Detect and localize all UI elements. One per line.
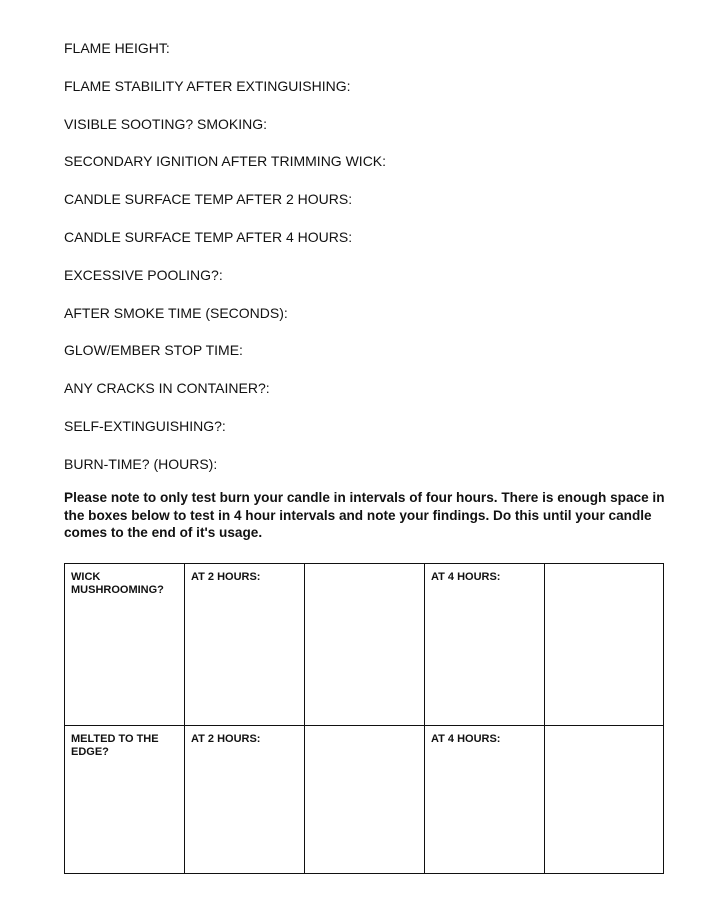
entry-box-4-hours[interactable] [545, 564, 664, 726]
instruction-note: Please note to only test burn your candle in intervals of four hours. There is enough space in the boxes below to test in 4 hour intervals and note your findings. Do this until your candle comes to the end of it's usage. [64, 490, 665, 540]
test-fields-list [64, 40, 386, 494]
label-at-2-hours: AT 2 HOURS: [185, 726, 305, 874]
field-container-cracks: ANY CRACKS IN CONTAINER?: [64, 380, 270, 397]
field-surface-temp-2h: CANDLE SURFACE TEMP AFTER 2 HOURS: [64, 191, 353, 208]
field-self-extinguishing: SELF-EXTINGUISHING?: [64, 417, 226, 434]
entry-box-2-hours[interactable] [305, 564, 425, 726]
table-row [65, 726, 664, 874]
row-label-wick-mushrooming: WICK MUSHROOMING? [65, 564, 185, 726]
field-excessive-pooling: EXCESSIVE POOLING?: [64, 266, 223, 283]
row-label-melted-to-edge: MELTED TO THE EDGE? [65, 726, 185, 874]
field-secondary-ignition: SECONDARY IGNITION AFTER TRIMMING WICK: [64, 153, 387, 170]
label-at-4-hours: AT 4 HOURS: [425, 726, 545, 874]
table-row [65, 564, 664, 726]
field-visible-sooting: VISIBLE SOOTING? SMOKING: [64, 115, 268, 132]
field-flame-stability: FLAME STABILITY AFTER EXTINGUISHING: [64, 77, 351, 94]
label-at-4-hours: AT 4 HOURS: [425, 564, 545, 726]
field-after-smoke-time: AFTER SMOKE TIME (SECONDS): [64, 304, 288, 321]
entry-box-4-hours[interactable] [545, 726, 664, 874]
field-flame-height: FLAME HEIGHT: [64, 40, 170, 56]
entry-box-2-hours[interactable] [305, 726, 425, 874]
field-surface-temp-4h: CANDLE SURFACE TEMP AFTER 4 HOURS: [64, 228, 353, 245]
label-at-2-hours: AT 2 HOURS: [185, 564, 305, 726]
burn-test-table [64, 563, 664, 874]
field-burn-time: BURN-TIME? (HOURS): [64, 455, 218, 472]
field-glow-ember-stop: GLOW/EMBER STOP TIME: [64, 342, 243, 359]
